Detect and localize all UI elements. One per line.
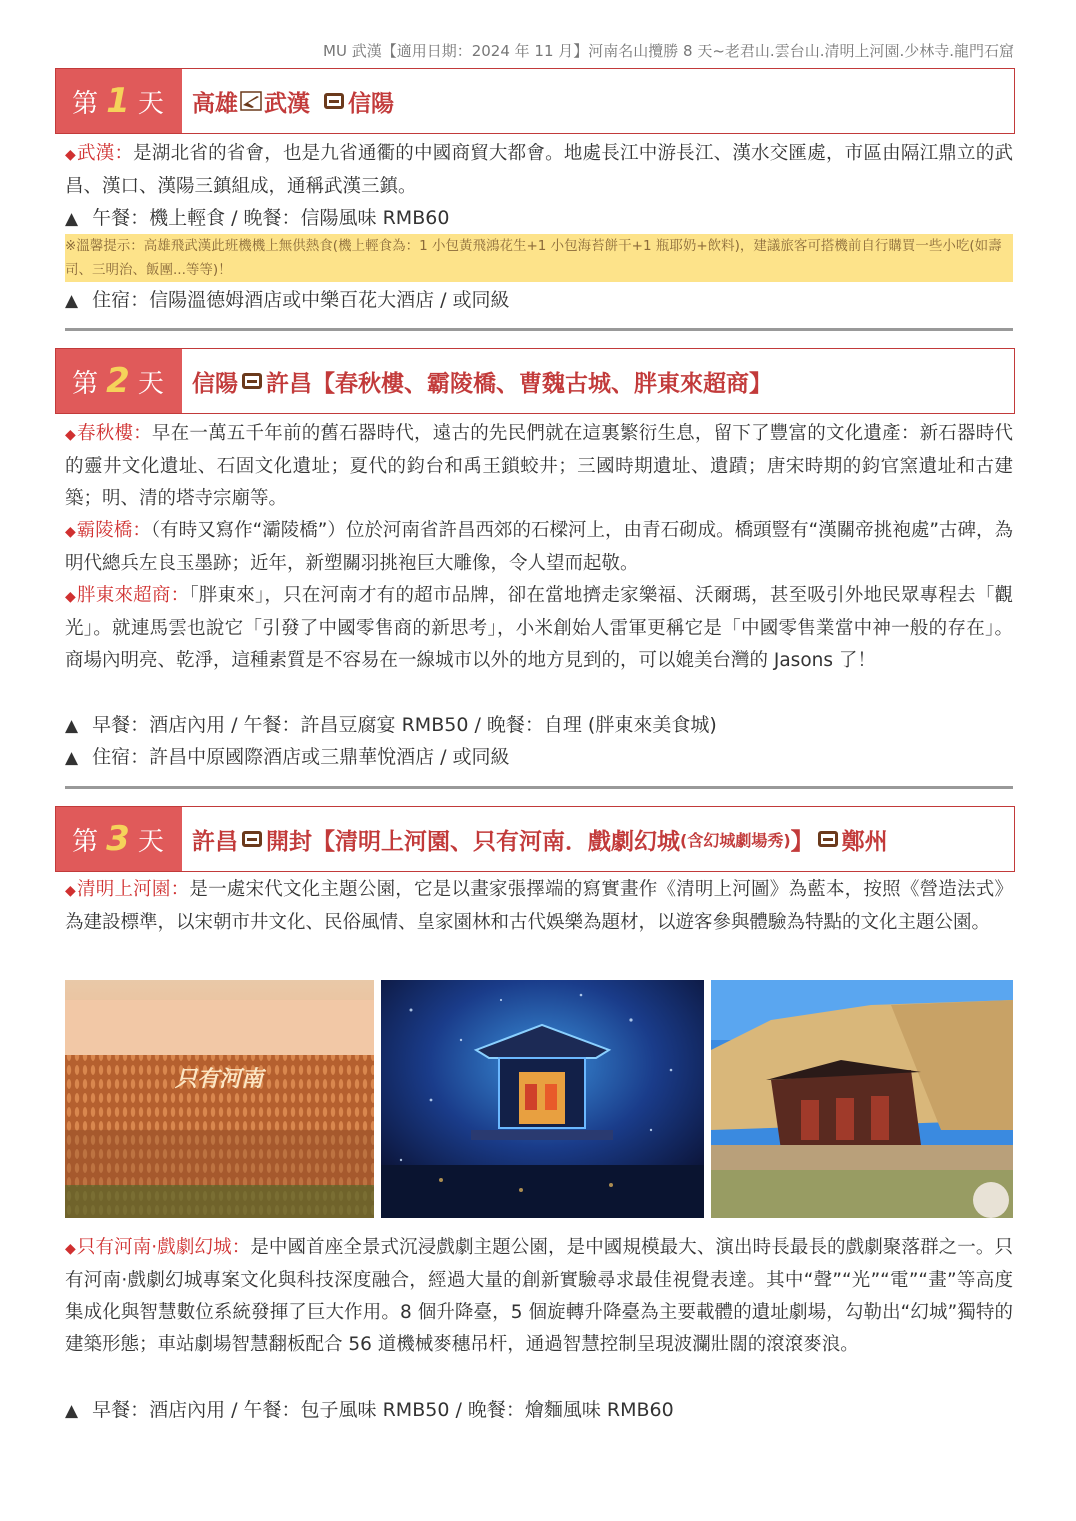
divider xyxy=(65,328,1013,331)
day1-notice: ※溫馨提示：高雄飛武漢此班機機上無供熱食(機上輕食為：1 小包黃飛鴻花生+1 小包海苔餅干+1 瓶耶奶+飲料)，建議旅客可搭機前自行購買一些小吃(如壽司、三明治、飯團...等等)！ xyxy=(65,234,1013,282)
divider xyxy=(65,786,1013,789)
day3-label: 第 3 天 xyxy=(56,807,182,871)
day2-bar xyxy=(55,348,1015,414)
bus-icon xyxy=(818,831,838,847)
day3-bar xyxy=(55,806,1015,872)
day3-title: 許昌 開封【清明上河園、只有河南．戲劇幻城 (含幻城劇場秀) 】 鄭州 xyxy=(192,828,888,855)
plane-icon xyxy=(240,91,262,111)
photo1-sign-text: 只有河南 xyxy=(175,1066,264,1092)
bus-icon xyxy=(324,93,344,109)
day3-meals: ▲ 早餐：酒店內用 / 午餐：包子風味 RMB50 / 晚餐：燴麵風味 RMB60 xyxy=(65,1399,674,1421)
day2-baling-desc: ◆霸陵橋：（有時又寫作“灞陵橋”）位於河南省許昌西郊的石樑河上，由青石砌成。橋頭豎有“漢關帝挑袍處”古碑，為明代總兵左良玉墨跡；近年，新塑關羽挑袍巨大雕像，令人望而起敬。 xyxy=(65,520,1013,574)
bus-icon xyxy=(242,373,262,389)
day1-bar xyxy=(55,68,1015,134)
day3-qingming-desc: ◆清明上河園：是一處宋代文化主題公園，它是以畫家張擇端的寫實畫作《清明上河圖》為藍本，按照《營造法式》為建設標準，以宋朝市井文化、民俗風情、皇家園林和古代娛樂為題材，以遊客參與體驗為特點的文化主題公園。 xyxy=(65,879,1013,933)
day1-wuhan-desc: ◆武漢：是湖北省的省會，也是九省通衢的中國商貿大都會。地處長江中游長江、漢水交匯處，市區由隔江鼎立的武昌、漢口、漢陽三鎮組成，通稱武漢三鎮。 xyxy=(65,143,1013,197)
day2-chunqiu-desc: ◆春秋樓：早在一萬五千年前的舊石器時代，遠古的先民們就在這裏繁衍生息，留下了豐富的文化遺產：新石器時代的靈井文化遺址、石固文化遺址；夏代的鈞台和禹王鎖蛟井；三國時期遺址、遺蹟；唐宋時期的鈞官窯遺址和古建築；明、清的塔寺宗廟等。 xyxy=(65,423,1013,509)
page-header: MU 武漢【適用日期：2024 年 11 月】河南名山攬勝 8 天~老君山.雲台山.清明上河園.少林寺.龍門石窟 xyxy=(323,42,1014,60)
day3-drama-city-desc: ◆只有河南·戲劇幻城：是中國首座全景式沉浸戲劇主題公園，是中國規模最大、演出時長最長的戲劇聚落群之一。只有河南·戲劇幻城專案文化與科技深度融合，經過大量的創新實驗尋求最佳視覺表達。其中“聲”“光”“電”“畫”等高度集成化與智慧數位系統發揮了巨大作用。8 個升降臺，5 個旋轉升降臺為主要載體的遺址劇場，勾勒出“幻城”獨特的建築形態；車站劇場智慧翻板配合 56 道機械麥穗吊杆，通過智慧控制呈現波瀾壯闊的滾滾麥浪。 xyxy=(65,1237,1013,1355)
day2-title: 信陽 許昌【春秋樓、霸陵橋、曹魏古城、胖東來超商】 xyxy=(192,370,772,397)
day1-meals: ▲ 午餐：機上輕食 / 晚餐：信陽風味 RMB60 xyxy=(65,207,450,229)
bus-icon xyxy=(242,831,262,847)
day2-meals: ▲ 早餐：酒店內用 / 午餐：許昌豆腐宴 RMB50 / 晚餐：自理 (胖東來美食城) xyxy=(65,714,717,736)
day2-label: 第 2 天 xyxy=(56,349,182,413)
day1-label: 第 1 天 xyxy=(56,69,182,133)
photo-wheat-field xyxy=(65,980,374,1218)
day1-title: 高雄 武漢 信陽 xyxy=(192,90,394,117)
photo-theater-night xyxy=(381,980,704,1218)
photo-earth-wall-building xyxy=(711,980,1013,1218)
day2-hotel: ▲ 住宿：許昌中原國際酒店或三鼎華悅酒店 / 或同級 xyxy=(65,746,510,768)
day2-pangdonglai-desc: ◆胖東來超商：「胖東來」，只在河南才有的超市品牌，卻在當地擠走家樂福、沃爾瑪，甚至吸引外地民眾專程去「觀光」。就連馬雲也說它「引發了中國零售商的新思考」，小米創始人雷軍更稱它是「中國零售業當中神一般的存在」。商場內明亮、乾淨，這種素質是不容易在一線城市以外的地方見到的，可以媲美台灣的 Jasons 了！ xyxy=(65,585,1013,671)
day1-hotel: ▲ 住宿：信陽溫德姆酒店或中樂百花大酒店 / 或同級 xyxy=(65,289,510,311)
